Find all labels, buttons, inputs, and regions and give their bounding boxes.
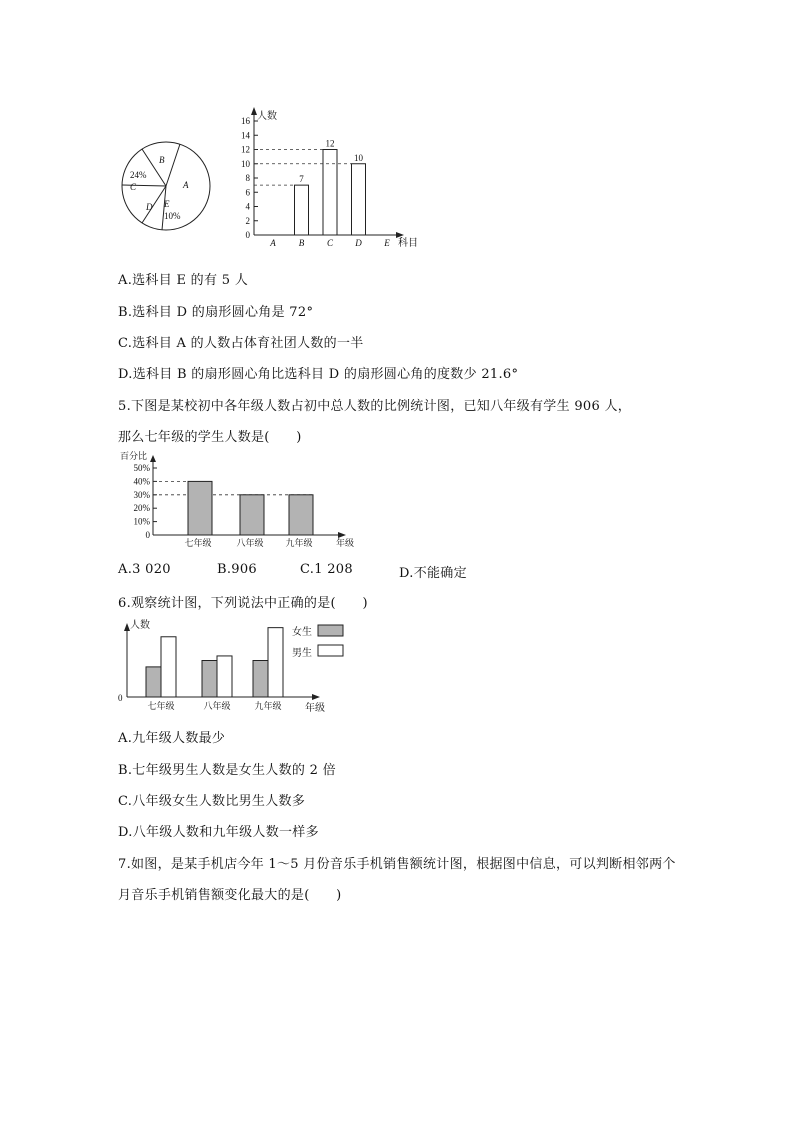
p5-stem-line1: 5.下图是某校初中各年级人数占初中总人数的比例统计图，已知八年级有学生 906 人， xyxy=(118,399,632,414)
pie-label-c: C xyxy=(130,182,137,192)
gender-grade-chart xyxy=(118,618,343,714)
y-tick-label: 16 xyxy=(241,116,250,126)
bar-female xyxy=(253,661,268,698)
bar-female xyxy=(146,667,161,697)
x-tick-label: E xyxy=(384,238,390,248)
legend-swatch-female xyxy=(318,625,343,636)
legend-label-male: 男生 xyxy=(292,648,312,659)
p5-option-a: A.3 020 xyxy=(118,562,171,577)
y-tick-label: 40% xyxy=(133,476,150,487)
bar-female xyxy=(202,661,217,698)
y-tick-label: 0 xyxy=(245,230,250,240)
y-tick-label: 30% xyxy=(133,489,150,500)
y-tick-label: 14 xyxy=(241,130,250,141)
bar xyxy=(323,150,337,236)
p6-option-b: B.七年级男生人数是女生人数的 2 倍 xyxy=(118,763,336,778)
bar xyxy=(295,185,309,235)
pie-label-pct-c: 24% xyxy=(130,170,147,180)
y-axis-label: 人数 xyxy=(130,620,150,631)
y-tick-label: 4 xyxy=(245,201,250,212)
y-tick-label: 2 xyxy=(245,215,250,226)
x-axis-arrow xyxy=(312,694,320,700)
subject-bar-chart xyxy=(241,107,418,249)
y-tick-label: 12 xyxy=(241,144,250,155)
grade-percent-chart xyxy=(120,450,354,548)
x-tick-label: C xyxy=(326,238,334,248)
p5-stem-line2: 那么七年级的学生人数是( ) xyxy=(118,430,302,445)
legend-swatch-male xyxy=(318,645,343,656)
y-tick-label: 10 xyxy=(241,158,250,169)
x-tick-label: 八年级 xyxy=(203,701,231,711)
x-tick-label: 九年级 xyxy=(285,538,313,548)
x-tick-label: 七年级 xyxy=(147,701,175,711)
x-tick-label: 九年级 xyxy=(254,701,282,711)
y-tick-label: 8 xyxy=(245,173,250,183)
bar-male xyxy=(268,628,283,697)
x-tick-label: 八年级 xyxy=(236,538,264,548)
y-axis-label: 人数 xyxy=(257,111,277,122)
data-label: 12 xyxy=(325,138,335,149)
bar-male xyxy=(161,637,176,697)
x-tick-label: 七年级 xyxy=(184,538,212,548)
x-axis-label: 年级 xyxy=(336,538,355,548)
pie-label-b: B xyxy=(159,155,165,165)
data-label: 7 xyxy=(299,174,304,185)
bar xyxy=(240,495,264,535)
pie-chart xyxy=(122,142,210,230)
bar xyxy=(188,481,212,535)
x-tick-label: A xyxy=(270,238,276,248)
bar xyxy=(352,164,366,235)
pie-label-pct-e: 10% xyxy=(164,211,181,221)
p5-option-c: C.1 208 xyxy=(300,562,353,577)
pie-label-d: D xyxy=(146,202,153,212)
y-axis-label: 百分比 xyxy=(120,451,148,461)
legend-label-female: 女生 xyxy=(292,627,312,638)
x-tick-label: B xyxy=(298,238,305,248)
x-axis-label: 科目 xyxy=(398,238,418,249)
legend xyxy=(292,625,343,659)
p4-option-d: D.选科目 B 的扇形圆心角比选科目 D 的扇形圆心角的度数少 21.6° xyxy=(118,367,519,382)
p7-stem-line2: 月音乐手机销售额变化最大的是( ) xyxy=(118,888,342,903)
p6-stem: 6.观察统计图，下列说法中正确的是( ) xyxy=(118,596,368,611)
y-tick-label: 0 xyxy=(145,530,150,540)
p6-option-c: C.八年级女生人数比男生人数多 xyxy=(118,794,306,809)
p6-option-d: D.八年级人数和九年级人数一样多 xyxy=(118,825,319,840)
data-label: 10 xyxy=(354,152,363,163)
bar-male xyxy=(217,656,232,697)
pie-label-e: E xyxy=(164,199,170,209)
p4-option-c: C.选科目 A 的人数占体育社团人数的一半 xyxy=(118,336,364,351)
y-tick-label: 50% xyxy=(133,463,150,473)
y-tick-label: 20% xyxy=(133,503,150,514)
p5-option-b: B.906 xyxy=(217,562,257,577)
y-axis-arrow xyxy=(150,455,156,462)
p4-option-b: B.选科目 D 的扇形圆心角是 72° xyxy=(118,305,314,320)
p4-option-a: A.选科目 E 的有 5 人 xyxy=(118,273,249,288)
pie-label-a: A xyxy=(183,180,189,190)
p5-option-d: D.不能确定 xyxy=(399,566,467,581)
p6-option-a: A.九年级人数最少 xyxy=(118,731,226,746)
y-tick-label: 10% xyxy=(133,516,150,527)
x-tick-label: D xyxy=(355,238,362,248)
bar xyxy=(289,495,313,535)
origin-label: 0 xyxy=(118,693,123,703)
x-axis-label: 年级 xyxy=(305,703,325,714)
p7-stem-line1: 7.如图，是某手机店今年 1～5 月份音乐手机销售额统计图，根据图中信息，可以判断相邻两个 xyxy=(118,857,676,872)
y-tick-label: 6 xyxy=(245,187,250,198)
